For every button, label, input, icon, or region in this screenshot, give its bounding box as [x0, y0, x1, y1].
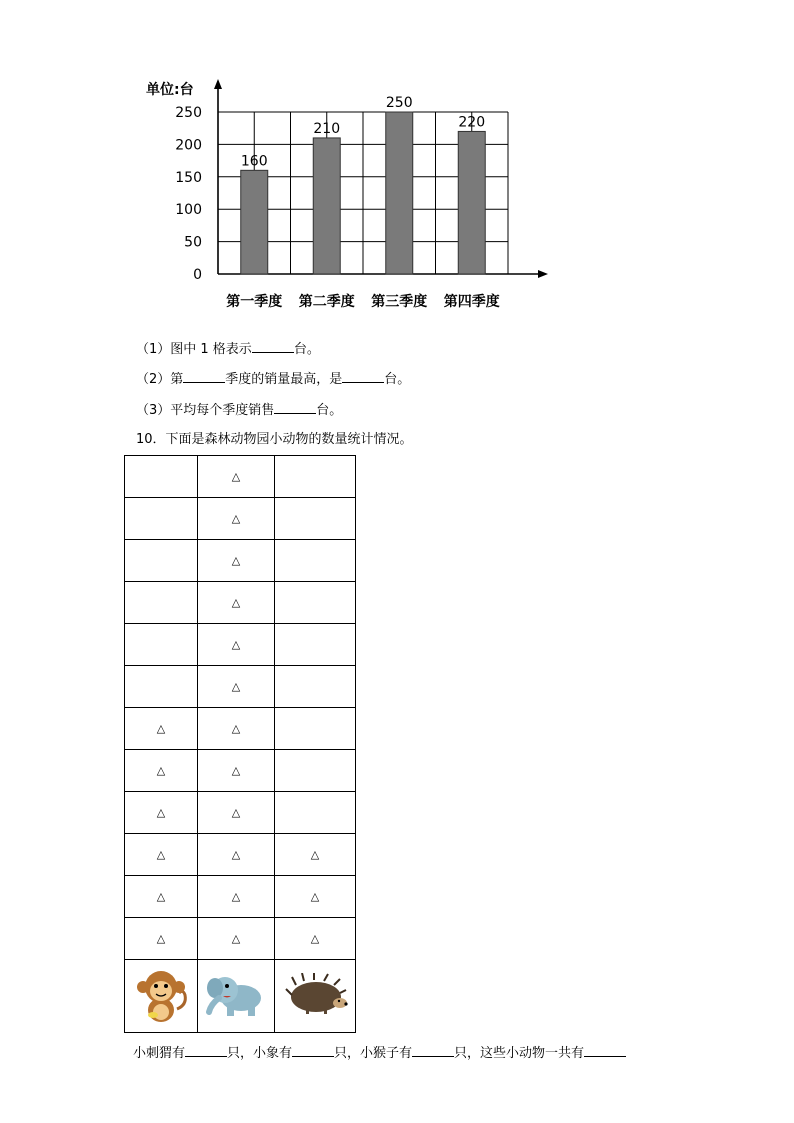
category-label: 第一季度 — [226, 294, 283, 310]
picture-cell — [198, 960, 275, 1033]
q2-text: （2）第 — [136, 372, 184, 387]
bar-chart — [140, 78, 560, 318]
elephant-image — [205, 1010, 267, 1023]
table-cell — [275, 708, 356, 750]
q1-text: （1）图中 1 格表示 — [136, 342, 252, 357]
table-cell — [125, 708, 198, 750]
triangle-marker: △ — [156, 932, 166, 945]
y-tick-label: 200 — [175, 137, 202, 154]
table-cell — [125, 456, 198, 498]
category-labels — [226, 293, 500, 310]
table-cell — [198, 666, 275, 708]
y-tick-label: 150 — [175, 169, 202, 186]
table-row — [125, 708, 356, 750]
table-cell — [198, 918, 275, 960]
triangle-marker: △ — [231, 890, 241, 903]
table-cell — [275, 792, 356, 834]
table-cell — [198, 624, 275, 666]
table-row — [125, 876, 356, 918]
table-row — [125, 792, 356, 834]
answer-blank[interactable] — [185, 1044, 227, 1057]
value-label: 220 — [458, 114, 486, 131]
table-cell — [198, 792, 275, 834]
table-cell — [198, 456, 275, 498]
answer-blank[interactable] — [183, 370, 225, 383]
triangle-marker: △ — [156, 890, 166, 903]
answer-blank[interactable] — [252, 340, 294, 353]
table-cell — [275, 582, 356, 624]
elephant-text: 只，小象有 — [227, 1046, 293, 1061]
value-label: 160 — [240, 153, 268, 170]
table-cell — [198, 834, 275, 876]
triangle-marker: △ — [231, 680, 241, 693]
table-cell — [125, 834, 198, 876]
table-cell — [275, 876, 356, 918]
y-tick-label: 250 — [175, 105, 202, 121]
triangle-marker: △ — [231, 470, 241, 483]
answer-blank[interactable] — [274, 401, 316, 414]
q3-text-end: 台。 — [316, 403, 343, 418]
table-cell — [275, 834, 356, 876]
table-cell — [198, 876, 275, 918]
answer-blank[interactable] — [584, 1044, 626, 1057]
question-10-title: 10．下面是森林动物园小动物的数量统计情况。 — [136, 432, 413, 447]
table-row — [125, 666, 356, 708]
x-axis-arrow — [538, 270, 548, 278]
animal-picture-row — [125, 960, 356, 1033]
question-3 — [136, 401, 342, 419]
table-cell — [125, 498, 198, 540]
triangle-marker: △ — [156, 722, 166, 735]
category-label: 第三季度 — [371, 294, 428, 310]
triangle-marker: △ — [156, 806, 166, 819]
table-row — [125, 540, 356, 582]
triangle-marker: △ — [231, 554, 241, 567]
table-cell — [125, 582, 198, 624]
table-cell — [275, 540, 356, 582]
q2-text-end: 台。 — [384, 372, 411, 387]
picture-cell — [125, 960, 198, 1033]
triangle-marker: △ — [310, 890, 320, 903]
triangle-marker: △ — [231, 848, 241, 861]
table-cell — [275, 666, 356, 708]
q1-text-end: 台。 — [293, 342, 320, 357]
table-row — [125, 834, 356, 876]
bar — [313, 138, 340, 274]
answer-blank[interactable] — [412, 1044, 454, 1057]
triangle-marker: △ — [156, 764, 166, 777]
triangle-marker: △ — [156, 848, 166, 861]
bar — [241, 170, 268, 274]
table-row — [125, 918, 356, 960]
table-row — [125, 624, 356, 666]
table-cell — [125, 750, 198, 792]
table-row — [125, 456, 356, 498]
animal-count-table — [124, 455, 356, 1033]
question-2 — [136, 370, 410, 388]
value-label: 250 — [385, 95, 413, 111]
table-cell — [198, 540, 275, 582]
question-1 — [136, 340, 320, 358]
y-tick-label: 0 — [193, 267, 202, 283]
triangle-marker: △ — [231, 722, 241, 735]
table-row — [125, 750, 356, 792]
table-cell — [275, 624, 356, 666]
triangle-marker: △ — [231, 806, 241, 819]
table-row — [125, 582, 356, 624]
table-cell — [125, 624, 198, 666]
hedgehog-text: 小刺猬有 — [133, 1046, 186, 1061]
table-cell — [125, 792, 198, 834]
table-cell — [125, 876, 198, 918]
q2-text-mid: 季度的销量最高，是 — [225, 372, 343, 387]
triangle-marker: △ — [231, 932, 241, 945]
table-cell — [125, 540, 198, 582]
triangle-marker: △ — [231, 638, 241, 651]
y-tick-labels — [175, 105, 202, 283]
category-label: 第四季度 — [443, 294, 500, 310]
total-text: 只，这些小动物一共有 — [454, 1046, 585, 1061]
table-cell — [198, 498, 275, 540]
y-axis-arrow — [214, 79, 222, 89]
triangle-marker: △ — [310, 932, 320, 945]
hedgehog-image — [282, 1007, 348, 1020]
triangle-marker: △ — [231, 512, 241, 525]
q3-text: （3）平均每个季度销售 — [136, 403, 275, 418]
bar — [386, 112, 413, 274]
triangle-marker: △ — [310, 848, 320, 861]
fill-in-line — [133, 1044, 626, 1062]
table-cell — [198, 582, 275, 624]
table-row — [125, 498, 356, 540]
triangle-marker: △ — [231, 596, 241, 609]
triangle-marker: △ — [231, 764, 241, 777]
category-label: 第二季度 — [298, 294, 355, 310]
monkey-image — [133, 1015, 189, 1028]
answer-blank[interactable] — [342, 370, 384, 383]
table-cell — [275, 498, 356, 540]
monkey-text: 只，小猴子有 — [334, 1046, 413, 1061]
table-cell — [198, 750, 275, 792]
table-cell — [275, 456, 356, 498]
answer-blank[interactable] — [292, 1044, 334, 1057]
table-cell — [125, 666, 198, 708]
unit-label: 单位:台 — [146, 82, 194, 98]
bar — [458, 131, 485, 274]
y-tick-label: 100 — [175, 202, 202, 219]
table-cell — [275, 750, 356, 792]
value-label: 210 — [313, 120, 341, 137]
table-cell — [198, 708, 275, 750]
y-tick-label: 50 — [184, 234, 202, 251]
table-cell — [125, 918, 198, 960]
picture-cell — [275, 960, 356, 1033]
table-cell — [275, 918, 356, 960]
